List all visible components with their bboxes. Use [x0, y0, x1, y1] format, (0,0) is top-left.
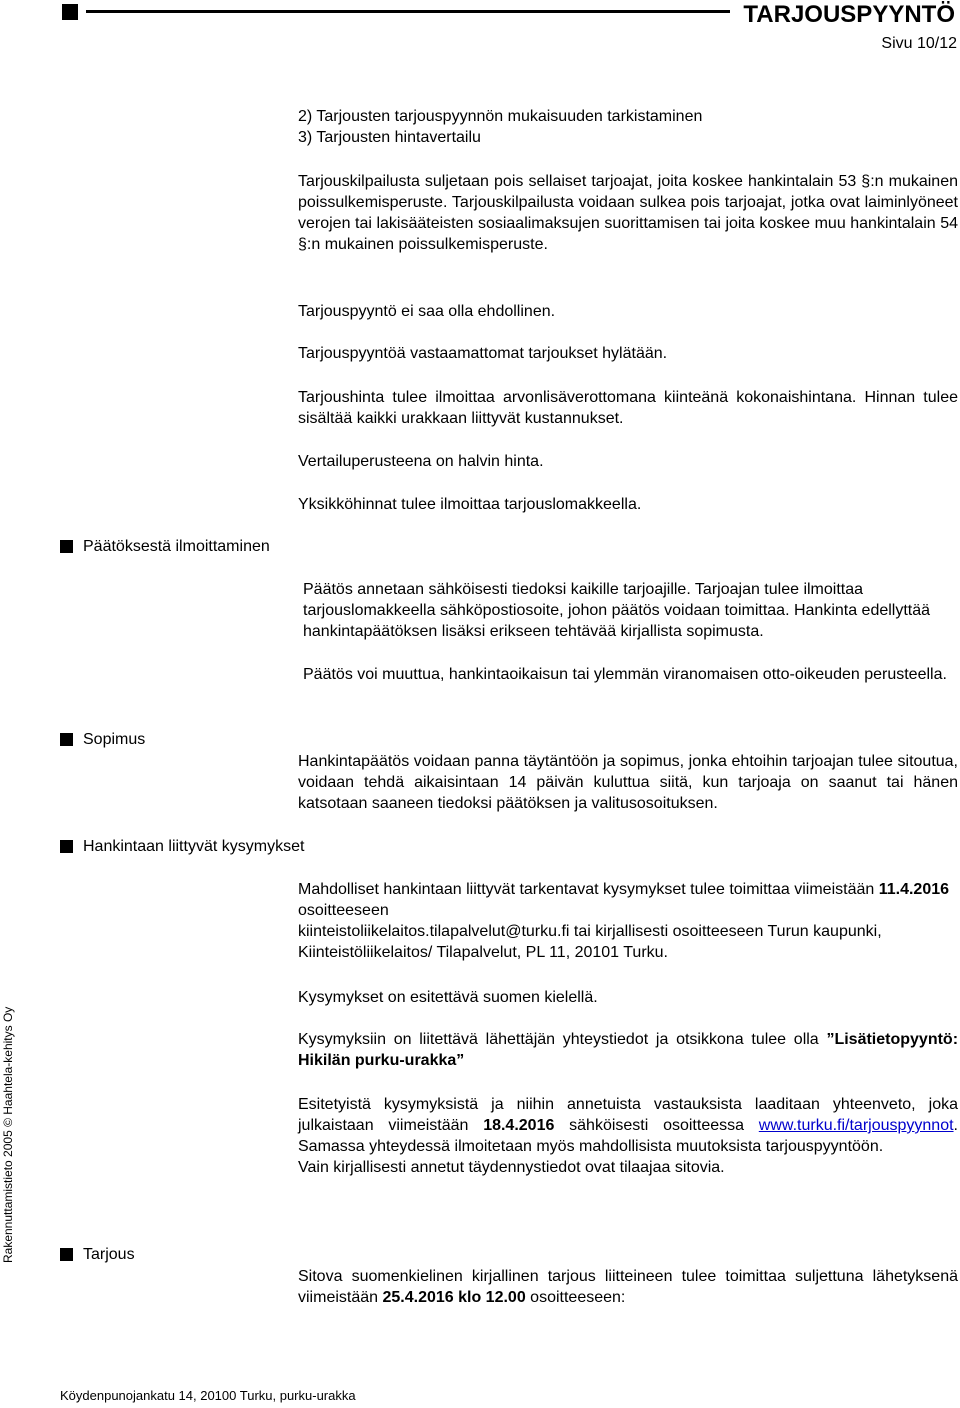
- summary-publish-date: 18.4.2016: [483, 1117, 555, 1134]
- decision-paragraph-2: Päätös voi muuttua, hankintaoikaisun tai ylemmän viranomaisen otto-oikeuden perusteella.: [303, 666, 947, 683]
- decision-paragraph-1: Päätös annetaan sähköisesti tiedoksi kaikille tarjoajille. Tarjoajan tulee ilmoittaa tarjouslomakkeella sähköpostiosoite, johon päätös voidaan toimittaa. Hankinta edellyttää hankintapäätöksen lisäksi erikseen tehtävää kirjallista sopimusta.: [303, 581, 931, 640]
- list-item-2: 2) Tarjousten tarjouspyynnön mukaisuuden tarkistaminen: [298, 108, 703, 125]
- paragraph-exclusion: Tarjouskilpailusta suljetaan pois sellaiset tarjoajat, joita koskee hankintalain 53 §:n mukainen poissulkemisperuste. Tarjouskilpailusta voidaan sulkea pois tarjoajat, jotka ovat laiminlyöneet verojen tai lakisääteisten sosiaalimaksujen suorittamisen tai joita koskee muu hankintalain 54 §:n mukainen poissulkemisperuste.: [298, 173, 958, 253]
- section-label-text: Tarjous: [83, 1246, 135, 1263]
- questions-email[interactable]: kiinteistoliikelaitos.tilapalvelut@turku.fi: [298, 923, 570, 940]
- contract-paragraph-1: Hankintapäätös voidaan panna täytäntöön ja sopimus, jonka ehtoihin tarjoajan tulee sitoutua, voidaan tehdä aikaisintaan 14 päivän kuluttua siitä, kun tarjoaja on saanut tai hänen katsotaan saaneen tiedoksi päätöksen ja valitusosoituksen.: [298, 753, 958, 812]
- questions-required-heading: ”Lisätietopyyntö: Hikilän purku-urakka”: [298, 1031, 959, 1069]
- offer-submission-text: Sitova suomenkielinen kirjallinen tarjous liitteineen tulee toimittaa suljettuna lähetyksenä viimeistään: [298, 1268, 958, 1306]
- paragraph-criterion: Vertailuperusteena on halvin hinta.: [298, 453, 544, 470]
- questions-paragraph-3: [298, 1029, 958, 1071]
- bullet-square-icon: [60, 840, 73, 853]
- side-copyright-note: Rakennuttamistieto 2005 © Haahtela-kehitys Oy: [1, 1006, 15, 1263]
- questions-deadline-date: 11.4.2016: [878, 881, 950, 898]
- section-label-offer: [60, 1244, 135, 1265]
- summary-publish-location: sähköisesti osoitteessa: [569, 1117, 745, 1134]
- binding-info-text: Vain kirjallisesti annetut täydennystiedot ovat tilaajaa sitovia.: [298, 1159, 725, 1176]
- offer-paragraph-1: [298, 1266, 958, 1308]
- section-label-text: Sopimus: [83, 731, 146, 748]
- paragraph-unit-prices: Yksikköhinnat tulee ilmoittaa tarjouslomakkeella.: [298, 496, 642, 513]
- offer-deadline: 25.4.2016 klo 12.00: [382, 1289, 526, 1306]
- section-label-contract: [60, 729, 145, 750]
- section-label-decision: [60, 536, 270, 557]
- footer-address: Köydenpunojankatu 14, 20100 Turku, purku-urakka: [60, 1388, 356, 1403]
- bullet-square-icon: [60, 733, 73, 746]
- section-label-text: Hankintaan liittyvät kysymykset: [83, 838, 305, 855]
- list-item-3: 3) Tarjousten hintavertailu: [298, 129, 481, 146]
- section-label-text: Päätöksestä ilmoittaminen: [83, 538, 270, 555]
- paragraph-unconditional: Tarjouspyyntö ei saa olla ehdollinen.: [298, 303, 556, 320]
- header-rule: [86, 10, 730, 13]
- questions-paragraph-1: [298, 879, 958, 963]
- summary-publish-text: Esitetyistä kysymyksistä ja niihin annetuista vastauksista laaditaan yhteenveto, joka julkaistaan viimeistään: [298, 1096, 958, 1134]
- questions-paragraph-2: Kysymykset on esitettävä suomen kielellä.: [298, 989, 598, 1006]
- paragraph-price: Tarjoushinta tulee ilmoittaa arvonlisäverottomana kiinteänä kokonaishintana. Hinnan tulee sisältää kaikki urakkaan liittyvät kustannukset.: [298, 389, 958, 427]
- questions-deadline-text: Mahdolliset hankintaan liittyvät tarkentavat kysymykset tulee toimittaa viimeistään: [298, 881, 875, 898]
- section-label-questions: [60, 836, 304, 857]
- header-square-mark: [62, 4, 78, 20]
- offer-address-lead: osoitteeseen:: [530, 1289, 626, 1306]
- bullet-square-icon: [60, 1248, 73, 1261]
- page-number: Sivu 10/12: [881, 35, 957, 52]
- questions-address-lead: osoitteeseen: [298, 902, 389, 919]
- paragraph-rejected: Tarjouspyyntöä vastaamattomat tarjoukset hylätään.: [298, 345, 668, 362]
- document-title: TARJOUSPYYNTÖ: [743, 1, 955, 28]
- bullet-square-icon: [60, 540, 73, 553]
- questions-paragraph-4: [298, 1094, 958, 1178]
- summary-changes-text: . Samassa yhteydessä ilmoitetaan myös mahdollisista muutoksista tarjouspyyntöön.: [298, 1117, 958, 1155]
- questions-heading-instruction: Kysymyksiin on liitettävä lähettäjän yhteystiedot ja otsikkona tulee olla: [298, 1031, 819, 1048]
- tender-website-link[interactable]: www.turku.fi/tarjouspyynnot: [758, 1117, 954, 1134]
- questions-postal-address: tai kirjallisesti osoitteeseen Turun kaupunki, Kiinteistöliikelaitos/ Tilapalvelut, PL 11, 20101 Turku.: [298, 923, 882, 961]
